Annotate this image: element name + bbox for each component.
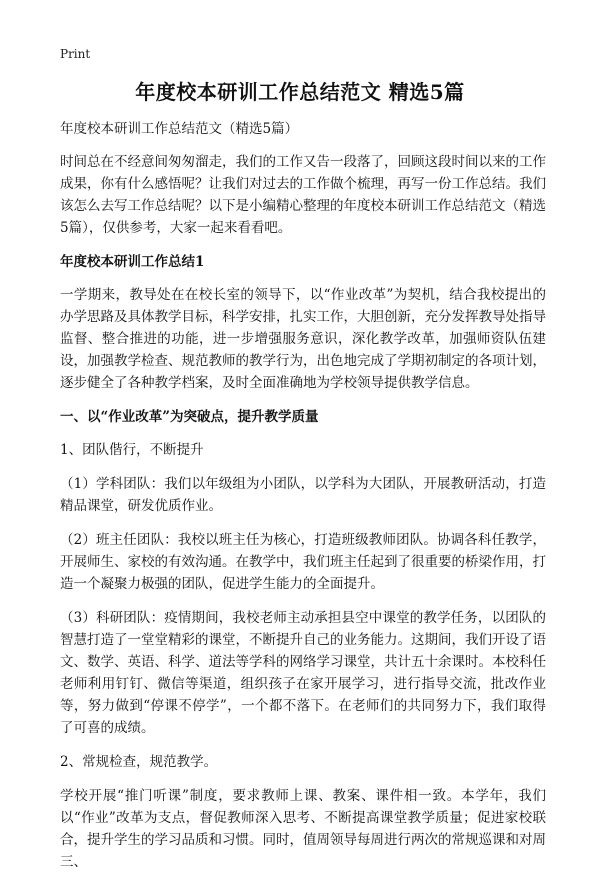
document-title: 年度校本研训工作总结范文 精选5篇 xyxy=(135,80,465,104)
team-research-paragraph: （3）科研团队：疫情期间，我校老师主动承担县空中课堂的教学任务，以团队的智慧打造了一堂堂精彩的课堂，不断提升自己的业务能力。这期间，我们开设了语文、数学、英语、科学、道法等学科的网络学习课堂，共计五十余课时。本校科任老师利用钉钉、微信等渠道，组织孩子在家开展学习，进行指导交流，批改作业等，努力做到“停课不停学”，一个都不落下。在老师们的共同努力下，我们取得了可喜的成绩。 xyxy=(60,610,546,736)
team-subject-paragraph: （1）学科团队：我们以年级组为小团队，以学科为大团队，开展教研活动，打造精品课堂，研发优质作业。 xyxy=(60,476,546,514)
document-subtitle: 年度校本研训工作总结范文（精选5篇） xyxy=(60,121,299,137)
routine-check-paragraph: 学校开展“推门听课”制度，要求教师上课、教案、课件相一致。本学年，我们以“作业”改革为支点，督促教师深入思考、不断提高课堂教学质量；促进家校联合，提升学生的学习品质和习惯。同时，值周领导每周进行两次的常规巡课和对周三、 xyxy=(60,788,546,870)
section-heading-summary-1: 年度校本研训工作总结1 xyxy=(60,254,205,270)
intro-paragraph: 时间总在不经意间匆匆溜走，我们的工作又告一段落了，回顾这段时间以来的工作成果，你有什么感悟呢？让我们对过去的工作做个梳理，再写一份工作总结。我们该怎么去写工作总结呢？以下是小编精心整理的年度校本研训工作总结范文（精选5篇），仅供参考，大家一起来看看吧。 xyxy=(60,154,546,236)
document-body xyxy=(60,118,546,885)
subheading-routine-check: 2、常规检查，规范教学。 xyxy=(60,754,218,770)
section-heading-homework-reform: 一、以“作业改革”为突破点，提升教学质量 xyxy=(60,409,319,425)
subheading-team: 1、团队偕行，不断提升 xyxy=(60,442,204,458)
summary-paragraph: 一学期来，教导处在在校长室的领导下，以“作业改革”为契机，结合我校提出的办学思路及具体教学目标，科学安排，扎实工作，大胆创新，充分发挥教导处指导监督、整合推进的功能，进一步增强服务意识，深化教学改革，加强师资队伍建设，加强教学检查、规范教师的教学行为，出色地完成了学期初制定的各项计划，逐步健全了各种教学档案，及时全面准确地为学校领导提供教学信息。 xyxy=(60,287,546,391)
print-label: Print xyxy=(60,47,91,61)
team-head-teacher-paragraph: （2）班主任团队：我校以班主任为核心，打造班级教师团队。协调各科任教学，开展师生、家校的有效沟通。在教学中，我们班主任起到了很重要的桥梁作用，打造一个凝聚力极强的团队，促进学生能力的全面提升。 xyxy=(60,532,546,592)
